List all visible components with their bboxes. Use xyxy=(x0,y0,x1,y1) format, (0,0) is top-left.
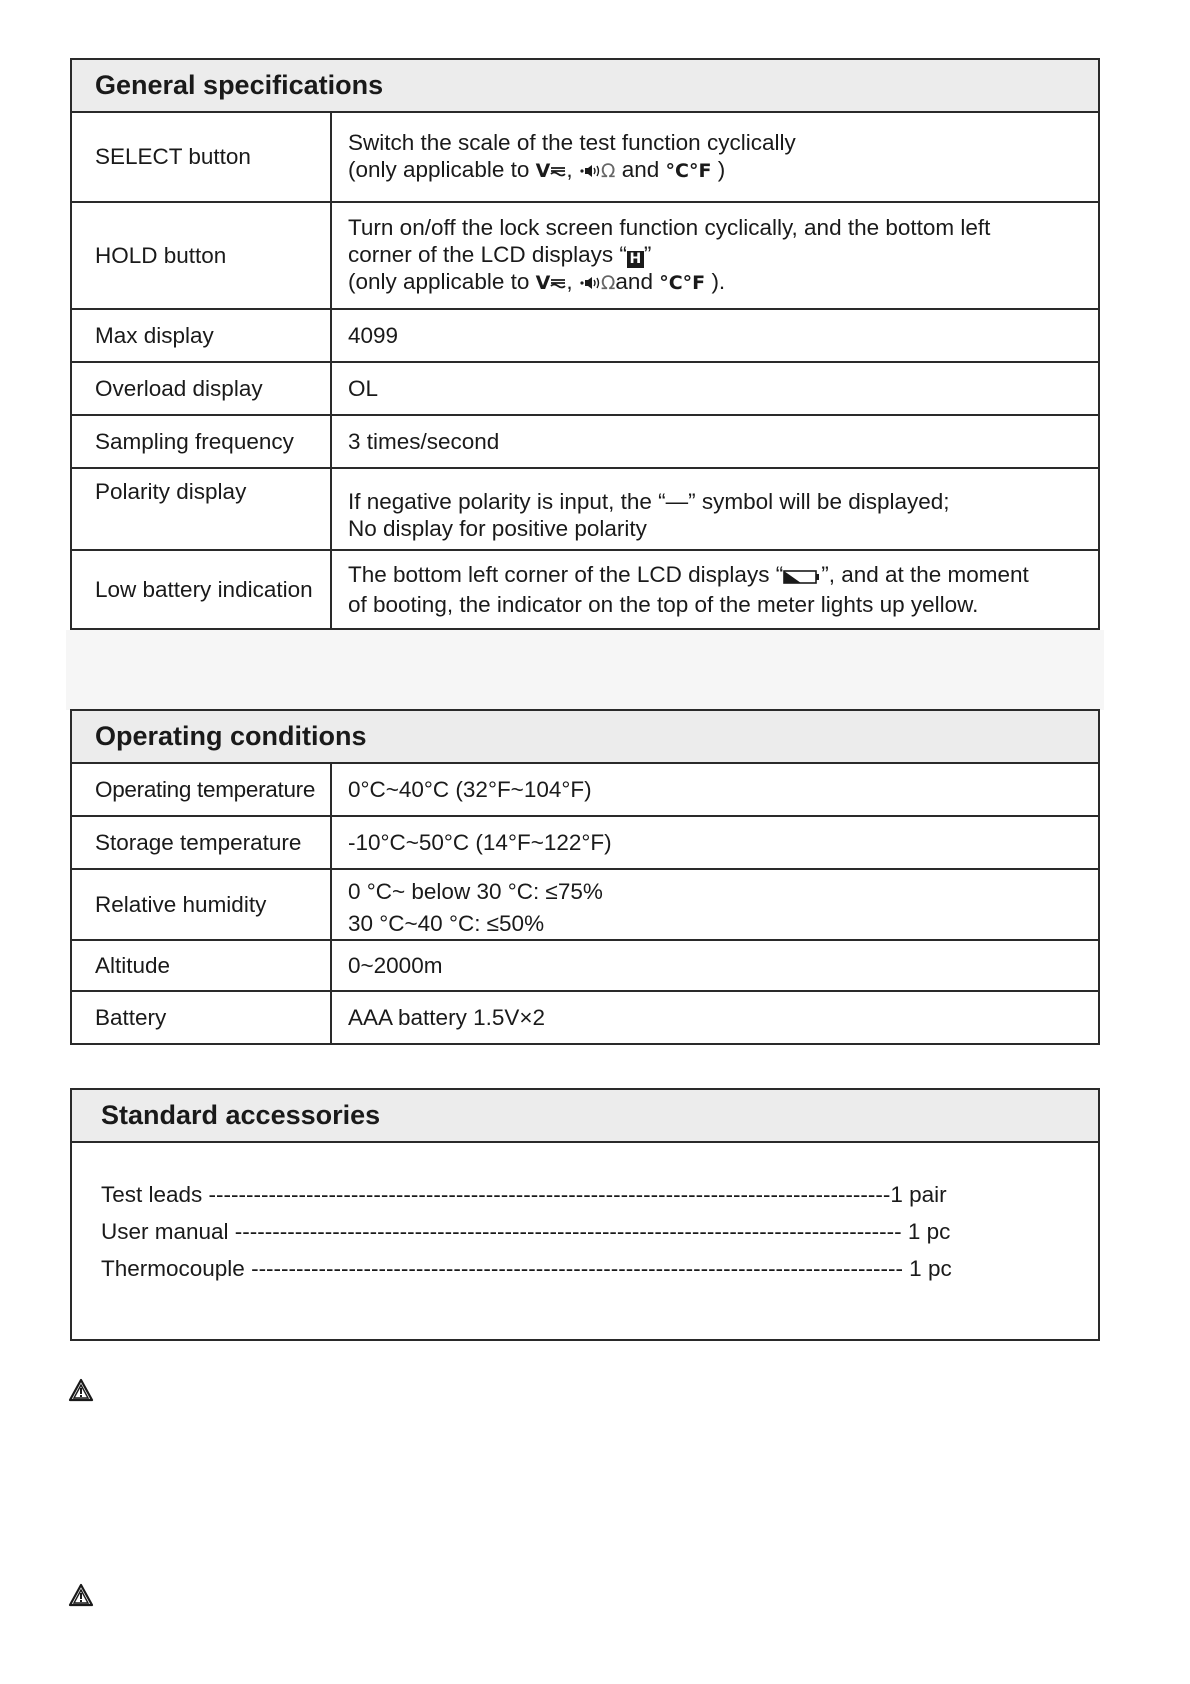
list-item: User manual ----------------------------------------------------------------------------------------- 1 pc xyxy=(101,1219,951,1244)
operating-conditions-table xyxy=(70,709,1100,1045)
operating-value: -10°C~50°C (14°F~122°F) xyxy=(348,830,612,855)
operating-label: Relative humidity xyxy=(72,870,332,939)
spec-row-overload xyxy=(72,363,1098,416)
hold-line2: corner of the LCD displays “ H ” xyxy=(348,242,652,267)
polarity-line2: No display for positive polarity xyxy=(348,516,647,541)
operating-value: AAA battery 1.5V×2 xyxy=(348,1005,546,1030)
humidity-line1: 0 °C~ below 30 °C: ≤75% xyxy=(348,878,603,904)
accessories-list xyxy=(72,1143,1098,1287)
operating-label: Altitude xyxy=(72,941,332,990)
operating-row xyxy=(72,817,1098,870)
continuity-icon xyxy=(579,269,601,294)
spec-value xyxy=(332,551,1098,628)
list-item: Thermocouple --------------------------------------------------------------------------------------- 1 pc xyxy=(101,1256,952,1281)
spec-row-sampling xyxy=(72,416,1098,469)
operating-label: Battery xyxy=(72,992,332,1043)
polarity-line1: If negative polarity is input, the “—” symbol will be displayed; xyxy=(348,489,950,514)
spec-row-low-battery xyxy=(72,551,1098,628)
spec-label: Sampling frequency xyxy=(72,416,332,467)
spec-label: Overload display xyxy=(72,363,332,414)
spec-label: Polarity display xyxy=(72,469,332,549)
spec-row-hold xyxy=(72,203,1098,310)
operating-value xyxy=(332,870,1098,939)
standard-accessories-box xyxy=(70,1088,1100,1341)
select-line2: (only applicable to V , Ω and °C°F ) xyxy=(348,157,726,182)
operating-label: Operating temperature xyxy=(72,764,332,815)
spec-label: HOLD button xyxy=(72,203,332,308)
spec-label: Low battery indication xyxy=(72,551,332,628)
spec-row-select xyxy=(72,113,1098,203)
spec-value xyxy=(332,469,1098,549)
temperature-symbol: °C°F xyxy=(659,272,706,294)
operating-row xyxy=(72,941,1098,992)
spec-value xyxy=(332,113,1098,201)
warning-icon xyxy=(68,1378,94,1402)
spec-value xyxy=(332,203,1098,308)
ohm-symbol: Ω xyxy=(600,272,616,294)
operating-row xyxy=(72,764,1098,817)
low-battery-icon xyxy=(783,564,821,591)
hold-icon: H xyxy=(627,251,644,268)
temperature-symbol: °C°F xyxy=(665,160,712,182)
spec-row-polarity xyxy=(72,469,1098,551)
background-band xyxy=(66,630,1104,710)
operating-value: 0°C~40°C (32°F~104°F) xyxy=(348,777,592,802)
operating-row xyxy=(72,992,1098,1043)
spec-value: OL xyxy=(348,376,379,401)
select-line1: Switch the scale of the test function cyclically xyxy=(348,130,796,155)
general-specifications-table xyxy=(70,58,1100,630)
list-item: Test leads -------------------------------------------------------------------------------------------1 pair xyxy=(101,1182,947,1207)
spec-value: 4099 xyxy=(348,323,399,348)
general-specifications-title: General specifications xyxy=(72,60,1098,113)
standard-accessories-title: Standard accessories xyxy=(72,1090,1098,1143)
continuity-icon xyxy=(579,157,601,182)
spec-value: 3 times/second xyxy=(348,429,500,454)
spec-label: SELECT button xyxy=(72,113,332,201)
warning-icon xyxy=(68,1583,94,1607)
voltage-symbol: V xyxy=(536,160,567,182)
operating-conditions-title: Operating conditions xyxy=(72,711,1098,764)
hold-line3: (only applicable to V , Ωand °C°F ). xyxy=(348,269,726,294)
operating-label: Storage temperature xyxy=(72,817,332,868)
hold-line1: Turn on/off the lock screen function cyclically, and the bottom left xyxy=(348,215,991,240)
ohm-symbol: Ω xyxy=(600,160,616,182)
voltage-symbol: V xyxy=(536,272,567,294)
humidity-line2: 30 °C~40 °C: ≤50% xyxy=(348,910,545,936)
spec-row-max-display xyxy=(72,310,1098,363)
spec-label: Max display xyxy=(72,310,332,361)
operating-row xyxy=(72,870,1098,941)
operating-value: 0~2000m xyxy=(348,953,443,978)
low-battery-line1: The bottom left corner of the LCD displays “ ”, and at the moment xyxy=(348,561,1086,591)
low-battery-line2: of booting, the indicator on the top of the meter lights up yellow. xyxy=(348,592,979,617)
